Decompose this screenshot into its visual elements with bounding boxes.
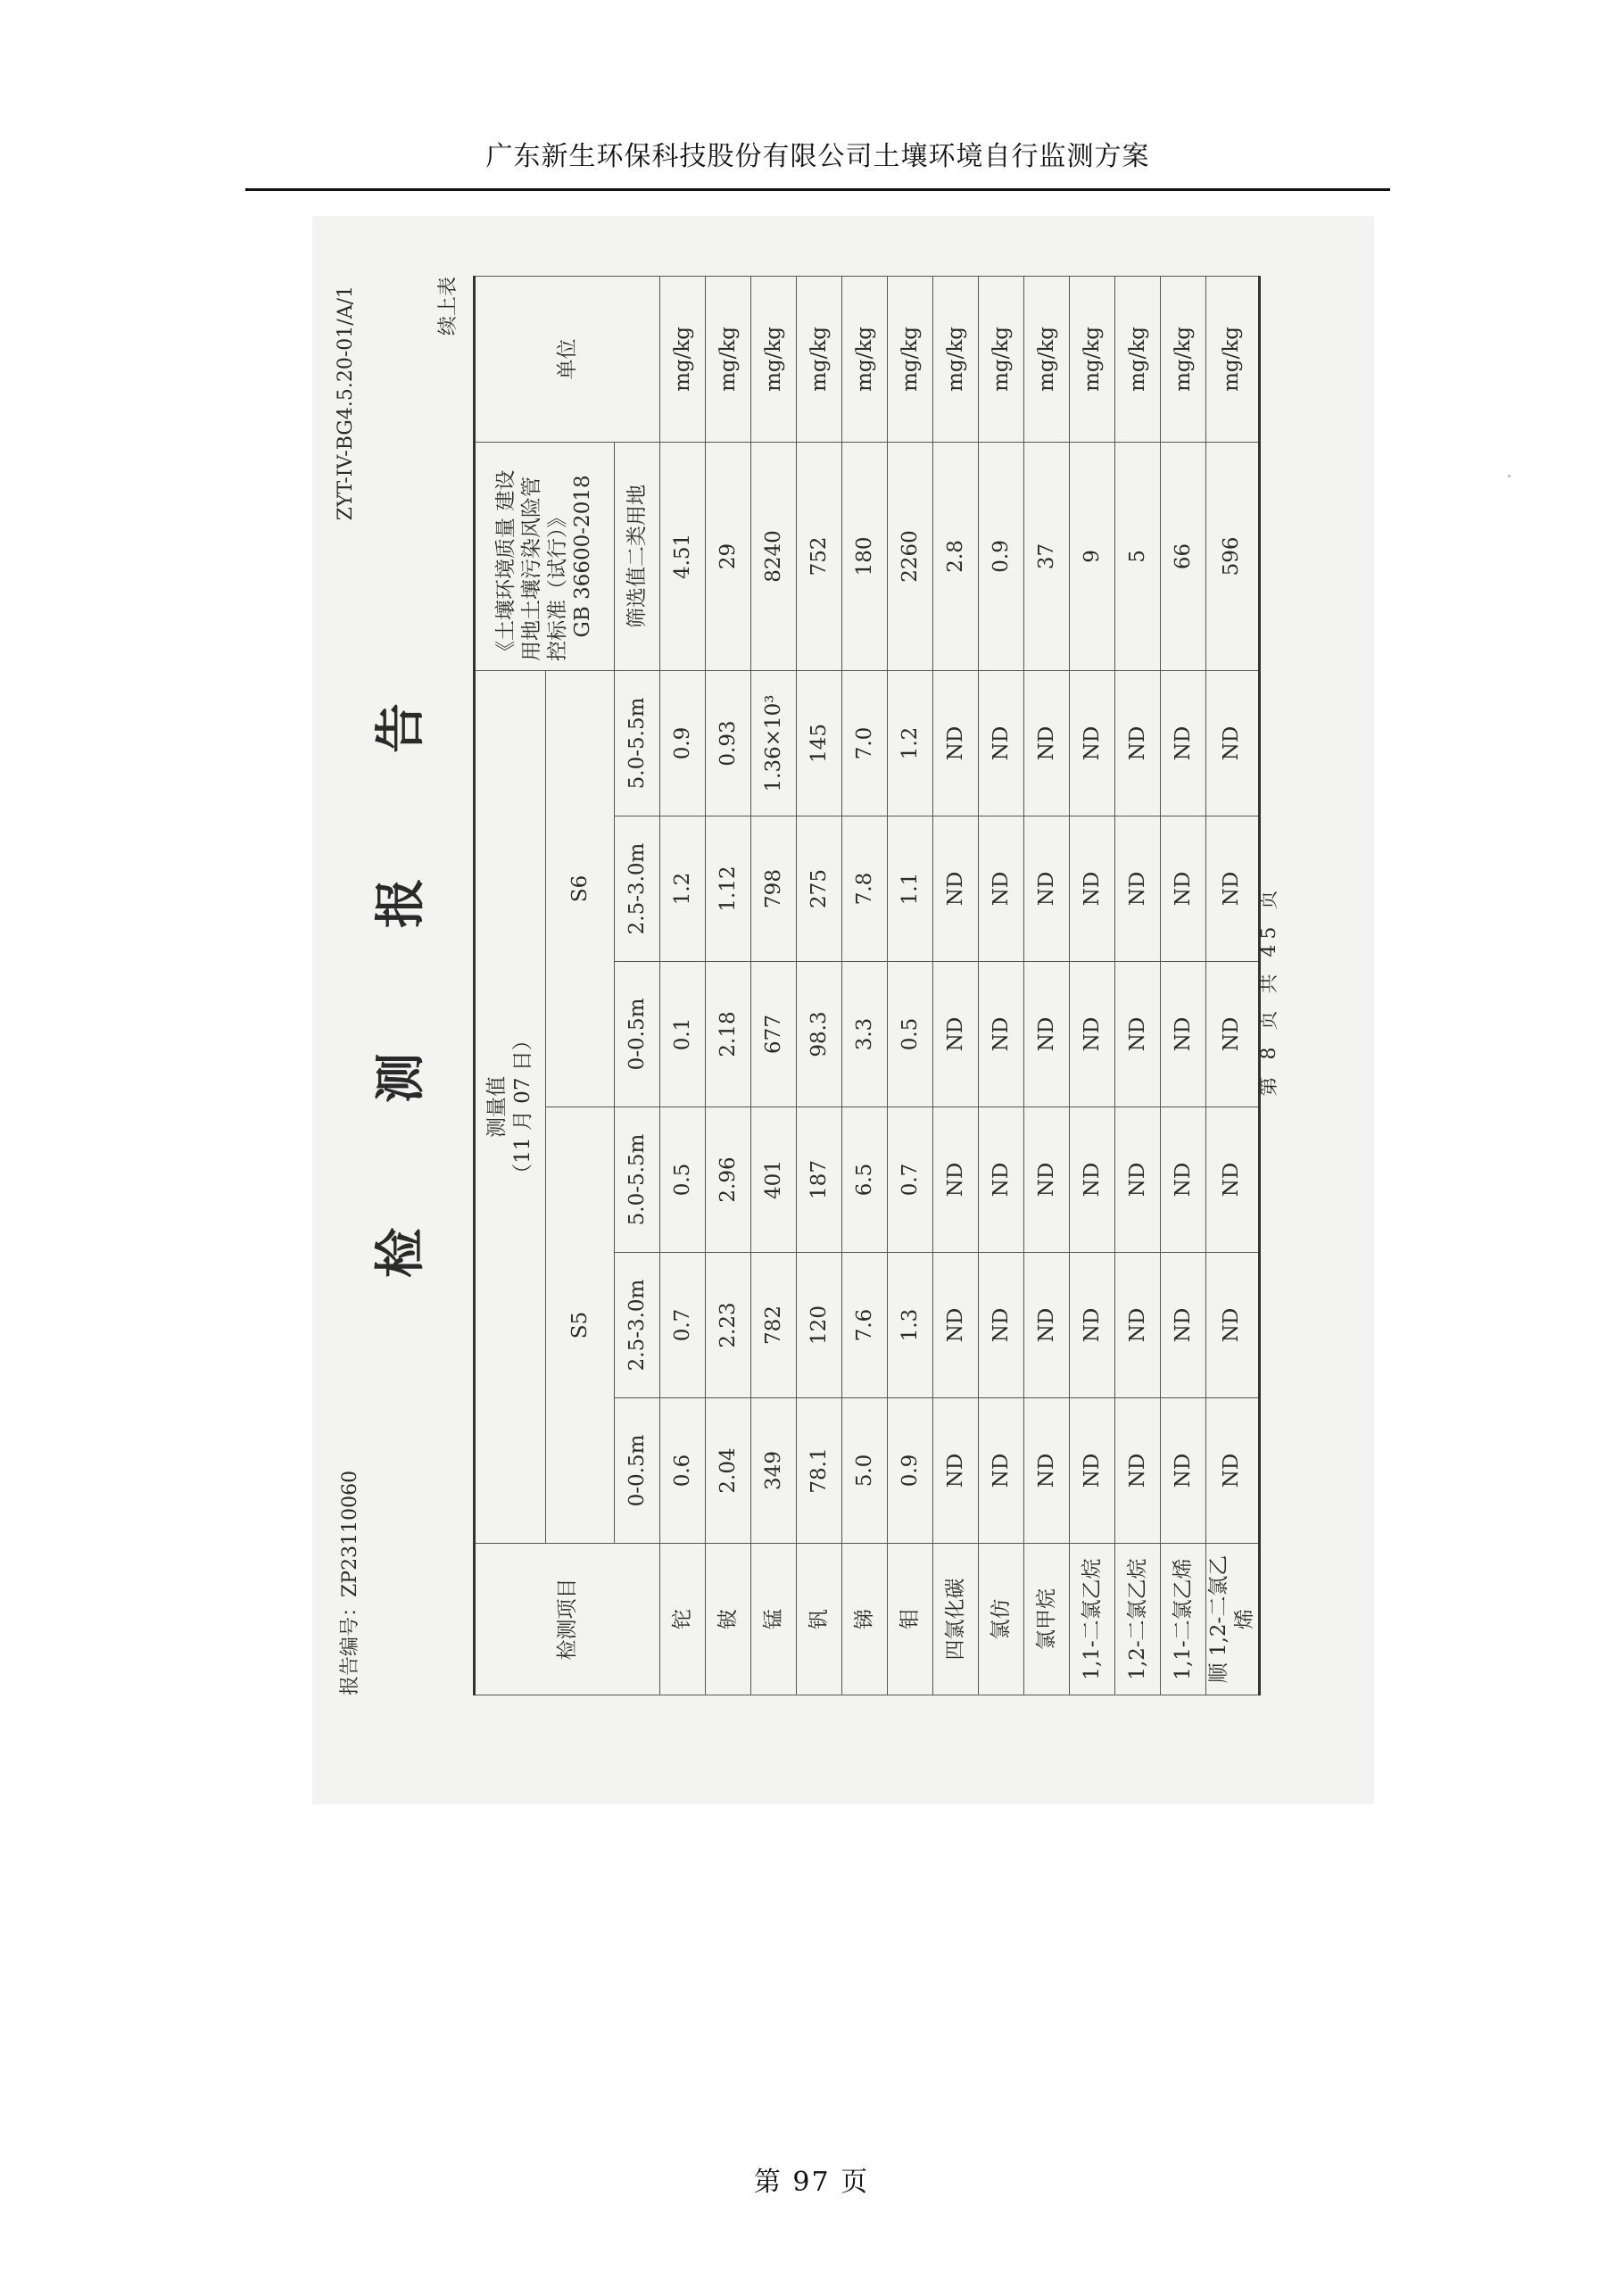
unit: mg/kg — [979, 276, 1024, 442]
item-header: 检测项目 — [475, 1544, 660, 1695]
measured-value: ND — [1024, 1398, 1070, 1544]
table-row — [660, 276, 706, 1695]
measured-value: 3.3 — [842, 962, 888, 1107]
standard-value: 752 — [797, 442, 842, 670]
rotated-report-content — [326, 277, 1343, 1704]
scan-speck — [1508, 475, 1511, 477]
table-row — [1115, 276, 1161, 1695]
measured-value: ND — [1161, 816, 1206, 962]
form-code: ZYT-IV-BG4.5.20-01/A/1 — [335, 286, 357, 521]
item-name: 锰 — [751, 1544, 797, 1695]
measured-value: ND — [979, 1253, 1024, 1398]
measured-value: 0.7 — [888, 1107, 933, 1253]
measured-value: 0.9 — [660, 670, 706, 816]
item-name: 氯仿 — [979, 1544, 1024, 1695]
measured-value: 7.6 — [842, 1253, 888, 1398]
unit: mg/kg — [1206, 276, 1260, 442]
measured-value: 349 — [751, 1398, 797, 1544]
measured-value: 0.93 — [706, 670, 751, 816]
measured-value: ND — [1070, 670, 1115, 816]
measured-value: ND — [1161, 1107, 1206, 1253]
measured-value: ND — [1115, 1107, 1161, 1253]
measured-value: ND — [933, 1253, 979, 1398]
standard-value: 2260 — [888, 442, 933, 670]
unit: mg/kg — [1115, 276, 1161, 442]
standard-value: 596 — [1206, 442, 1260, 670]
measured-value: 0.6 — [660, 1398, 706, 1544]
unit: mg/kg — [888, 276, 933, 442]
item-name: 1,1-二氯乙烷 — [1070, 1544, 1115, 1695]
item-name: 1,2-二氯乙烷 — [1115, 1544, 1161, 1695]
standard-header — [475, 442, 615, 670]
measured-value: ND — [933, 962, 979, 1107]
standard-category: 筛选值二类用地 — [615, 442, 660, 670]
measured-value: ND — [1206, 816, 1260, 962]
table-row — [1070, 276, 1115, 1695]
unit: mg/kg — [1070, 276, 1115, 442]
standard-line: 用地土壤污染风险管 — [519, 476, 543, 661]
measured-value: 1.12 — [706, 816, 751, 962]
measured-value: 1.2 — [660, 816, 706, 962]
standard-value: 180 — [842, 442, 888, 670]
measured-value: 78.1 — [797, 1398, 842, 1544]
measured-date: （11 月 07 日） — [511, 1030, 534, 1184]
depth-header: 5.0-5.5m — [615, 670, 660, 816]
table-row — [1161, 276, 1206, 1695]
measured-value: ND — [1161, 962, 1206, 1107]
unit: mg/kg — [660, 276, 706, 442]
unit: mg/kg — [842, 276, 888, 442]
measured-value: ND — [933, 670, 979, 816]
item-name: 顺 1,2-二氯乙烯 — [1206, 1544, 1260, 1695]
continued-label: 续上表 — [437, 277, 460, 336]
measured-value: 120 — [797, 1253, 842, 1398]
standard-value: 29 — [706, 442, 751, 670]
measured-value: 677 — [751, 962, 797, 1107]
item-name: 钒 — [797, 1544, 842, 1695]
measured-value: ND — [1024, 1107, 1070, 1253]
measured-value: ND — [979, 670, 1024, 816]
measured-value: 2.18 — [706, 962, 751, 1107]
measured-value: ND — [1070, 962, 1115, 1107]
depth-header: 0-0.5m — [615, 962, 660, 1107]
measured-value: 0.1 — [660, 962, 706, 1107]
standard-value: 2.8 — [933, 442, 979, 670]
measured-value: ND — [1161, 670, 1206, 816]
measured-value: ND — [1206, 1107, 1260, 1253]
table-row — [1206, 276, 1260, 1695]
measured-value: ND — [1070, 1253, 1115, 1398]
depth-header: 0-0.5m — [615, 1398, 660, 1544]
report-title: 检测报告 — [371, 578, 430, 1278]
measured-value: 0.9 — [888, 1398, 933, 1544]
item-name: 四氯化碳 — [933, 1544, 979, 1695]
table-row — [751, 276, 797, 1695]
measured-value: ND — [1206, 670, 1260, 816]
report-page-indicator: 第 8 页 共 45 页 — [1258, 884, 1280, 1097]
measured-value: 2.96 — [706, 1107, 751, 1253]
measured-value: 798 — [751, 816, 797, 962]
measured-value: ND — [933, 1107, 979, 1253]
measured-value: 2.23 — [706, 1253, 751, 1398]
measured-value: 98.3 — [797, 962, 842, 1107]
unit-header: 单位 — [475, 276, 660, 442]
standard-value: 0.9 — [979, 442, 1024, 670]
measured-value: ND — [1024, 1253, 1070, 1398]
unit: mg/kg — [751, 276, 797, 442]
measured-value: ND — [933, 816, 979, 962]
measured-value: 401 — [751, 1107, 797, 1253]
standard-value: 66 — [1161, 442, 1206, 670]
measured-value: 0.5 — [888, 962, 933, 1107]
table-row — [842, 276, 888, 1695]
unit: mg/kg — [933, 276, 979, 442]
measured-value: ND — [979, 1398, 1024, 1544]
report-number: 报告编号：ZP23110060 — [339, 1470, 361, 1695]
measured-value: ND — [1070, 1107, 1115, 1253]
depth-header: 2.5-3.0m — [615, 1253, 660, 1398]
measured-header — [475, 670, 546, 1543]
measured-value: 275 — [797, 816, 842, 962]
standard-line: 《土壤环境质量 建设 — [494, 469, 518, 661]
item-name: 氯甲烷 — [1024, 1544, 1070, 1695]
measured-value: 6.5 — [842, 1107, 888, 1253]
measured-value: 0.5 — [660, 1107, 706, 1253]
measured-value: 5.0 — [842, 1398, 888, 1544]
standard-value: 8240 — [751, 442, 797, 670]
standard-value: 37 — [1024, 442, 1070, 670]
measured-value: ND — [1024, 816, 1070, 962]
measured-value: ND — [1161, 1398, 1206, 1544]
standard-line: 控标准（试行）》 — [545, 507, 569, 661]
item-name: 铍 — [706, 1544, 751, 1695]
depth-header: 5.0-5.5m — [615, 1107, 660, 1253]
test-results-table — [473, 276, 1261, 1695]
unit: mg/kg — [706, 276, 751, 442]
document-header-title: 广东新生环保科技股份有限公司土壤环境自行监测方案 — [485, 141, 1150, 172]
measured-value: ND — [1024, 962, 1070, 1107]
item-name: 锑 — [842, 1544, 888, 1695]
table-row — [888, 276, 933, 1695]
measured-value: 1.2 — [888, 670, 933, 816]
header-row-1 — [475, 276, 546, 1695]
measured-value: ND — [1070, 816, 1115, 962]
measured-value: 2.04 — [706, 1398, 751, 1544]
measured-value: ND — [979, 962, 1024, 1107]
depth-header: 2.5-3.0m — [615, 816, 660, 962]
measured-value: 782 — [751, 1253, 797, 1398]
measured-value: ND — [1115, 1398, 1161, 1544]
item-name: 铊 — [660, 1544, 706, 1695]
table-row — [933, 276, 979, 1695]
site-header-s6: S6 — [546, 670, 615, 1107]
measured-value: ND — [1115, 670, 1161, 816]
unit: mg/kg — [797, 276, 842, 442]
measured-value: ND — [1161, 1253, 1206, 1398]
measured-value: ND — [1206, 1398, 1260, 1544]
measured-value: 145 — [797, 670, 842, 816]
measured-value: ND — [1115, 962, 1161, 1107]
site-header-s5: S5 — [546, 1107, 615, 1544]
standard-line: GB 36600-2018 — [571, 475, 595, 638]
measured-header-label: 测量值 — [485, 1075, 509, 1138]
table-row — [979, 276, 1024, 1695]
measured-value: 7.0 — [842, 670, 888, 816]
standard-value: 4.51 — [660, 442, 706, 670]
measured-value: 1.3 — [888, 1253, 933, 1398]
measured-value: ND — [1206, 962, 1260, 1107]
measured-value: 7.8 — [842, 816, 888, 962]
unit: mg/kg — [1161, 276, 1206, 442]
unit: mg/kg — [1024, 276, 1070, 442]
measured-value: ND — [1206, 1253, 1260, 1398]
table-row — [706, 276, 751, 1695]
measured-value: ND — [979, 1107, 1024, 1253]
measured-value: 187 — [797, 1107, 842, 1253]
measured-value: 1.1 — [888, 816, 933, 962]
item-name: 钼 — [888, 1544, 933, 1695]
table-row — [1024, 276, 1070, 1695]
measured-value: ND — [1115, 816, 1161, 962]
header-row-3 — [615, 276, 660, 1695]
table-row — [797, 276, 842, 1695]
measured-value: 1.36×10³ — [751, 670, 797, 816]
measured-value: ND — [979, 816, 1024, 962]
header-rule — [245, 188, 1390, 191]
measured-value: 0.7 — [660, 1253, 706, 1398]
item-name: 1,1-二氯乙烯 — [1161, 1544, 1206, 1695]
measured-value: ND — [933, 1398, 979, 1544]
standard-value: 9 — [1070, 442, 1115, 670]
measured-value: ND — [1024, 670, 1070, 816]
measured-value: ND — [1070, 1398, 1115, 1544]
standard-value: 5 — [1115, 442, 1161, 670]
measured-value: ND — [1115, 1253, 1161, 1398]
page-footer: 第 97 页 — [753, 2167, 870, 2198]
